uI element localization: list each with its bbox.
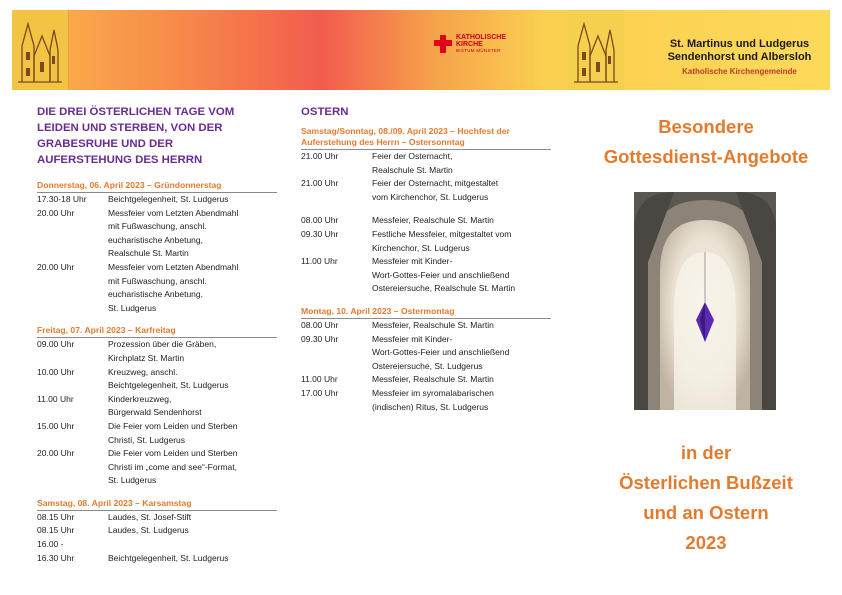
parish-line3: Katholische Kirchengemeinde <box>682 67 797 76</box>
schedule-row <box>37 261 277 315</box>
ostern-schedule <box>301 126 551 414</box>
cover-subtitle-line: 2023 <box>685 532 727 553</box>
service-time: 09.30 Uhr <box>301 228 339 239</box>
service-description: Messfeier, Realschule St. Martin <box>372 374 494 385</box>
ostern-heading: OSTERN <box>301 106 349 118</box>
service-description: Kreuzweg, anschl. Beichtgelegenheit, St. Ludgerus <box>108 366 229 391</box>
service-description: Messfeier mit Kinder- Wort-Gottes-Feier und anschließend Ostereiersuche, Realschule St. Martin <box>372 256 516 294</box>
service-time: 08.15 Uhr <box>37 511 75 522</box>
cross-icon <box>434 35 452 53</box>
schedule-row <box>301 387 551 414</box>
schedule-row <box>37 366 277 393</box>
kk-sub: BISTUM MÜNSTER <box>456 48 501 53</box>
service-time: 21.00 Uhr <box>301 151 339 161</box>
heading-line: AUFERSTEHUNG DES HERRN <box>37 154 203 166</box>
service-time: 09.00 Uhr <box>37 339 75 350</box>
service-time: 11.00 Uhr <box>37 393 74 404</box>
parish-name <box>647 38 830 76</box>
service-description: Kinderkreuzweg, Bürgerwald Sendenhorst <box>108 393 202 418</box>
service-time: 17.00 Uhr <box>301 387 339 398</box>
heading-line: GRABESRUHE UND DER <box>37 138 174 150</box>
service-description: Die Feier vom Leiden und Sterben Christi, St. Ludgerus <box>108 420 238 445</box>
service-time: 20.00 Uhr <box>37 207 75 218</box>
church-logo-right <box>568 10 624 90</box>
cover-title <box>580 112 832 172</box>
schedule-row <box>37 338 277 365</box>
day-title: Freitag, 07. April 2023 – Karfreitag <box>37 325 176 336</box>
schedule-row <box>37 393 277 420</box>
schedule-row <box>37 207 277 261</box>
kk-line2: KIRCHE <box>456 41 483 48</box>
service-time: 20.00 Uhr <box>37 261 75 272</box>
service-description: Feier der Osternacht, Realschule St. Martin <box>372 151 453 175</box>
schedule-row <box>301 214 551 228</box>
service-time: 16.00 - <box>37 539 64 550</box>
service-description <box>372 204 551 214</box>
day-title: Donnerstag, 06. April 2023 – Gründonnerstag <box>37 180 222 190</box>
column-ostern <box>301 104 551 414</box>
service-description <box>108 538 277 552</box>
service-time: 15.00 Uhr <box>37 420 75 431</box>
schedule-row <box>37 538 277 552</box>
service-description: Laudes, St. Ludgerus <box>108 525 189 536</box>
schedule-row <box>301 333 551 374</box>
church-logo-left <box>12 10 69 90</box>
cover-title-line: Gottesdienst-Angebote <box>603 146 809 167</box>
schedule-row <box>301 177 551 204</box>
kk-line1: KATHOLISCHE <box>456 34 507 41</box>
triduum-schedule <box>37 180 277 565</box>
schedule-row <box>37 524 277 538</box>
service-description: Messfeier, Realschule St. Martin <box>372 215 494 226</box>
cover-subtitle-line: und an Ostern <box>643 502 769 523</box>
service-time: 20.00 Uhr <box>37 448 75 459</box>
service-time: 11.00 Uhr <box>301 256 338 267</box>
service-description: Beichtgelegenheit, St. Ludgerus <box>108 194 229 204</box>
day-title: Samstag, 08. April 2023 – Karsamstag <box>37 497 192 508</box>
service-description: Messfeier vom Letzten Abendmahl mit Fußwaschung, anschl. eucharistische Anbetung, Realschule St. Martin <box>108 207 239 259</box>
katholische-kirche-logo <box>434 34 506 53</box>
church-interior-photo <box>634 192 776 410</box>
service-description: Beichtgelegenheit, St. Ludgerus <box>108 552 229 563</box>
service-time: 08.15 Uhr <box>37 525 75 536</box>
schedule-row <box>37 511 277 525</box>
service-time: 10.00 Uhr <box>37 366 75 377</box>
schedule-row <box>37 552 277 566</box>
service-time <box>301 204 372 214</box>
header-banner <box>12 10 830 90</box>
heading-line: LEIDEN UND STERBEN, VON DER <box>37 122 223 134</box>
service-time: 09.30 Uhr <box>301 333 339 344</box>
heading-line: DIE DREI ÖSTERLICHEN TAGE VOM <box>37 106 235 118</box>
parish-line2: Sendenhorst und Albersloh <box>667 51 812 63</box>
service-description: Festliche Messfeier, mitgestaltet vom Kirchenchor, St. Ludgerus <box>372 228 512 253</box>
service-time: 17.30-18 Uhr <box>37 194 87 204</box>
service-description: Prozession über die Gräben, Kirchplatz St. Martin <box>108 339 217 363</box>
day-title: Samstag/Sonntag, 08./09. April 2023 – Hochfest der Auferstehung des Herrn – Ostersonntag <box>301 126 510 147</box>
schedule-row <box>37 420 277 447</box>
cover-subtitle-line: Österlichen Bußzeit <box>619 472 793 493</box>
cover-subtitle-line: in der <box>680 442 732 463</box>
cover-subtitle <box>580 438 832 558</box>
service-description: Messfeier im syromalabarischen (indischen) Ritus, St. Ludgerus <box>372 387 494 412</box>
column-triduum <box>37 104 277 565</box>
service-description: Messfeier vom Letzten Abendmahl mit Fußwaschung, anschl. eucharistische Anbetung, St. Ludgerus <box>108 261 239 313</box>
service-time: 21.00 Uhr <box>301 178 339 189</box>
schedule-row <box>301 204 551 214</box>
service-description: Feier der Osternacht, mitgestaltet vom Kirchenchor, St. Ludgerus <box>372 178 499 202</box>
day-title: Montag, 10. April 2023 – Ostermontag <box>301 305 455 316</box>
service-time: 08.00 Uhr <box>301 319 339 330</box>
cover-title-line: Besondere <box>658 116 754 137</box>
service-time: 16.30 Uhr <box>37 552 75 563</box>
service-description: Messfeier, Realschule St. Martin <box>372 319 494 330</box>
schedule-row <box>301 228 551 255</box>
schedule-row <box>301 319 551 333</box>
service-time: 08.00 Uhr <box>301 215 339 226</box>
triduum-heading <box>37 104 277 168</box>
service-description: Messfeier mit Kinder- Wort-Gottes-Feier und anschließend Ostereiersuche, St. Ludgerus <box>372 333 510 371</box>
service-description: Die Feier vom Leiden und Sterben Christi im „come and see“-Format, St. Ludgerus <box>108 448 238 486</box>
service-time: 11.00 Uhr <box>301 374 338 385</box>
schedule-row <box>37 193 277 207</box>
parish-line1: St. Martinus und Ludgerus <box>669 38 810 50</box>
service-description: Laudes, St. Josef-Stift <box>108 511 192 522</box>
schedule-row <box>301 373 551 387</box>
schedule-row <box>37 447 277 488</box>
schedule-row <box>301 150 551 177</box>
schedule-row <box>301 255 551 296</box>
